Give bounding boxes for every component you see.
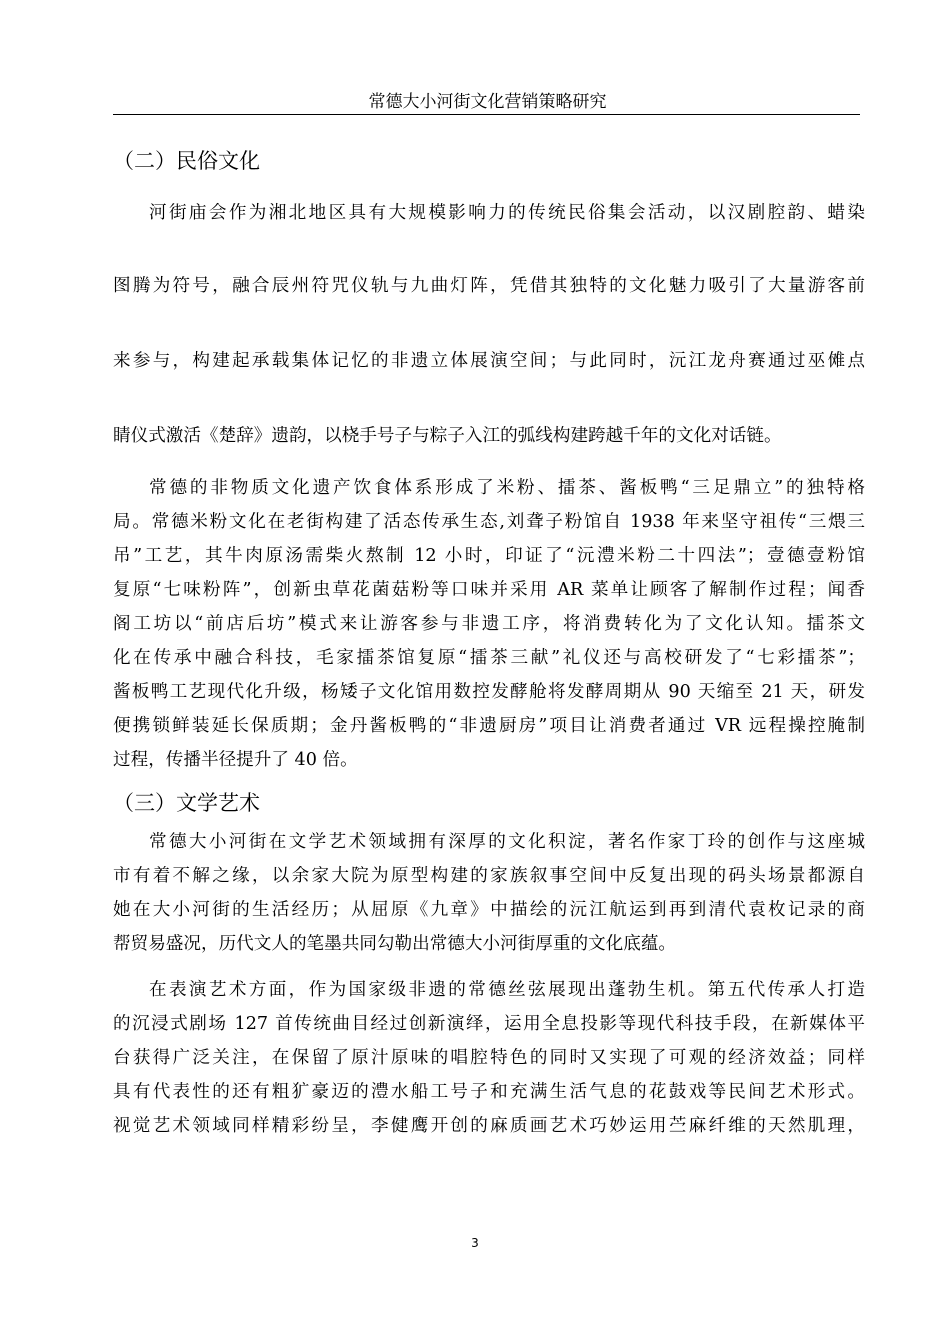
page-number: 3: [471, 1236, 479, 1250]
folk-para2-line: 复原“七味粉阵”，创新虫草花菌菇粉等口味并采用 AR 菜单让顾客了解制作过程；闻香: [113, 580, 865, 600]
folk-para1-line: 来参与，构建起承载集体记忆的非遗立体展演空间；与此同时，沅江龙舟赛通过巫傩点: [113, 351, 865, 371]
section-heading-folk-culture: （二）民俗文化: [113, 149, 260, 173]
folk-para2-line: 化在传承中融合科技，毛家擂茶馆复原“擂茶三献”礼仪还与高校研发了“七彩擂茶”；: [113, 648, 865, 668]
header-rule: [113, 114, 860, 115]
lit-para1-line: 常德大小河街在文学艺术领域拥有深厚的文化积淀，著名作家丁玲的创作与这座城: [149, 832, 865, 852]
lit-para1-line: 她在大小河街的生活经历；从屈原《九章》中描绘的沅江航运到再到清代袁枚记录的商: [113, 900, 865, 920]
folk-para2-line: 阁工坊以“前店后坊”模式来让游客参与非遗工序，将消费转化为了文化认知。擂茶文: [113, 614, 865, 634]
folk-para2-line: 酱板鸭工艺现代化升级，杨矮子文化馆用数控发酵舱将发酵周期从 90 天缩至 21 天，研发: [113, 682, 865, 702]
lit-para1-line: 市有着不解之缘，以余家大院为原型构建的家族叙事空间中反复出现的码头场景都源自: [113, 866, 865, 886]
folk-para2-line: 吊”工艺，其牛肉原汤需柴火熬制 12 小时，印证了“沅澧米粉二十四法”；壹德壹粉馆: [113, 546, 865, 566]
folk-para2-line: 过程，传播半径提升了 40 倍。: [113, 750, 358, 770]
running-header: 常德大小河街文化营销策略研究: [368, 92, 607, 112]
section-heading-literature-art: （三）文学艺术: [113, 791, 260, 815]
lit-para2-line: 视觉艺术领域同样精彩纷呈，李健鹰开创的麻质画艺术巧妙运用苎麻纤维的天然肌理，: [113, 1116, 865, 1136]
lit-para1-line: 帮贸易盛况，历代文人的笔墨共同勾勒出常德大小河街厚重的文化底蕴。: [113, 934, 677, 954]
folk-para2-line: 常德的非物质文化遗产饮食体系形成了米粉、擂茶、酱板鸭“三足鼎立”的独特格: [149, 478, 865, 498]
folk-para1-line: 河街庙会作为湘北地区具有大规模影响力的传统民俗集会活动，以汉剧腔韵、蜡染: [149, 203, 865, 223]
folk-para1-line: 睛仪式激活《楚辞》遗韵，以桡手号子与粽子入江的弧线构建跨越千年的文化对话链。: [113, 426, 782, 446]
lit-para2-line: 台获得广泛关注，在保留了原汁原味的唱腔特色的同时又实现了可观的经济效益；同样: [113, 1048, 865, 1068]
folk-para1-line: 图腾为符号，融合辰州符咒仪轨与九曲灯阵，凭借其独特的文化魅力吸引了大量游客前: [113, 276, 865, 296]
folk-para2-line: 局。常德米粉文化在老街构建了活态传承生态,刘聋子粉馆自 1938 年来坚守祖传“三煨三: [113, 512, 865, 532]
lit-para2-line: 的沉浸式剧场 127 首传统曲目经过创新演绎，运用全息投影等现代科技手段，在新媒体平: [113, 1014, 865, 1034]
folk-para2-line: 便携锁鲜装延长保质期；金丹酱板鸭的“非遗厨房”项目让消费者通过 VR 远程操控腌制: [113, 716, 865, 736]
lit-para2-line: 在表演艺术方面，作为国家级非遗的常德丝弦展现出蓬勃生机。第五代传承人打造: [149, 980, 865, 1000]
lit-para2-line: 具有代表性的还有粗犷豪迈的澧水船工号子和充满生活气息的花鼓戏等民间艺术形式。: [113, 1082, 865, 1102]
